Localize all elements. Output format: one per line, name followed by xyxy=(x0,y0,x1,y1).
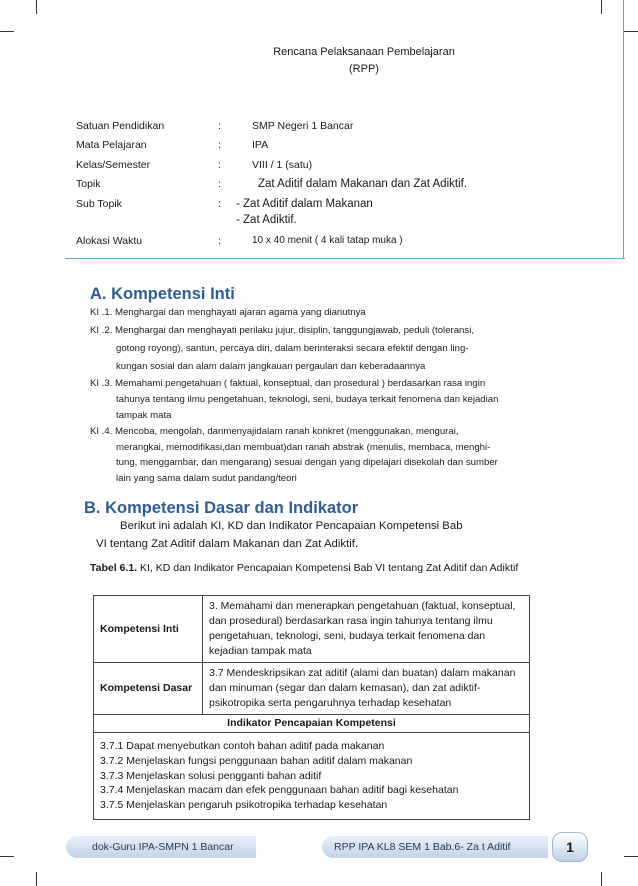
identity-value-2: - Zat Adiktif. xyxy=(236,214,297,226)
crop-mark xyxy=(36,0,37,14)
ki-line: lain yang sama dalam sudut pandang/teori xyxy=(116,472,297,484)
identity-label: Kelas/Semester xyxy=(76,159,151,171)
table-caption-text: KI, KD dan Indikator Pencapaian Kompetensi Bab VI tentang Zat Aditif dan Adiktif xyxy=(137,562,519,574)
ki-line: gotong royong), santun, percaya diri, dalam berinteraksi secara efektif dengan ling- xyxy=(116,343,469,354)
identity-row xyxy=(76,178,526,194)
identity-row xyxy=(76,159,526,175)
table-row xyxy=(94,733,530,820)
table-row xyxy=(94,663,530,715)
identity-row xyxy=(76,198,526,232)
crop-mark xyxy=(0,856,14,857)
crop-mark xyxy=(0,31,14,32)
kd-table xyxy=(93,595,530,820)
identity-value: 10 x 40 menit ( 4 kali tatap muka ) xyxy=(252,235,403,246)
identity-colon: : xyxy=(218,120,221,132)
crop-mark xyxy=(601,872,602,886)
table-caption-label: Tabel 6.1. xyxy=(90,562,138,574)
ki-line: tahunya tentang ilmu pengetahuan, teknologi, seni, budaya terkait fenomena dan kejadian xyxy=(116,394,499,405)
identity-label: Alokasi Waktu xyxy=(76,235,143,247)
section-a-heading: A. Kompetensi Inti xyxy=(90,285,235,303)
identity-colon: : xyxy=(218,235,221,247)
identity-value: - Zat Aditif dalam Makanan xyxy=(236,198,373,210)
intro-line: Berikut ini adalah KI, KD dan Indikator Pencapaian Kompetensi Bab xyxy=(120,520,463,532)
ki-3 xyxy=(90,376,498,424)
ki-line: KI .2. Menghargai dan menghayati perilaku jujur, disiplin, tanggungjawab, peduli (toleransi, xyxy=(90,325,474,336)
ki-line: tung, menggambar, dan mengarang) sesuai dengan yang dipelajari disekolah dan sumber xyxy=(116,457,498,468)
intro-line: VI tentang Zat Aditif dalam Makanan dan Zat Adiktif. xyxy=(96,538,359,550)
footer-left: dok-Guru IPA-SMPN 1 Bancar xyxy=(66,836,256,858)
ki-line: kungan sosial dan alam dalam jangkauan pergaulan dan keberadaannya xyxy=(116,361,426,372)
table-caption xyxy=(90,561,540,576)
title-line-1: Rencana Pelaksanaan Pembelajaran xyxy=(273,46,455,58)
ki-1 xyxy=(90,304,366,322)
crop-mark xyxy=(624,856,638,857)
identity-label: Mata Pelajaran xyxy=(76,139,147,151)
identity-row xyxy=(76,120,526,136)
table-row xyxy=(94,596,530,663)
indikator-item: 3.7.5 Menjelaskan pengaruh psikotropika terhadap kesehatan xyxy=(100,799,388,812)
indikator-item: 3.7.2 Menjelaskan fungsi penggunaan bahan aditif dalam makanan xyxy=(100,754,413,767)
section-b-intro xyxy=(96,517,536,553)
ki-line: tampak mata xyxy=(116,410,172,421)
table-row xyxy=(94,715,530,733)
kd-text-cell: 3.7 Mendeskripsikan zat aditif (alami dan buatan) dalam makanan dan minuman (segar dan dalam kemasan), dan zat adiktif-psikotropika serta pengaruhnya terhadap kesehatan xyxy=(203,663,530,715)
identity-colon: : xyxy=(218,139,221,151)
identity-row xyxy=(76,235,526,251)
crop-mark xyxy=(36,872,37,886)
page-number: 1 xyxy=(552,832,588,862)
identity-colon: : xyxy=(218,198,221,210)
indikator-list-cell xyxy=(94,733,530,820)
title-line-2: (RPP) xyxy=(349,63,379,75)
identity-label: Topik xyxy=(76,178,101,190)
indikator-item: 3.7.3 Menjelaskan solusi pengganti bahan aditif xyxy=(100,769,322,782)
indikator-item: 3.7.4 Menjelaskan macam dan efek penggunaan bahan aditif bagi kesehatan xyxy=(100,784,459,797)
ki-label-cell: Kompetensi Inti xyxy=(94,596,203,663)
ki-2 xyxy=(90,322,474,376)
document-title xyxy=(0,44,638,78)
identity-colon: : xyxy=(218,159,221,171)
crop-mark xyxy=(601,0,602,14)
indikator-header-cell: Indikator Pencapaian Kompetensi xyxy=(94,715,530,733)
identity-label: Satuan Pendidikan xyxy=(76,120,165,132)
identity-label: Sub Topik xyxy=(76,198,122,210)
ki-4 xyxy=(90,424,498,486)
identity-value: Zat Aditif dalam Makanan dan Zat Adiktif. xyxy=(258,178,468,190)
identity-value: VIII / 1 (satu) xyxy=(252,159,313,171)
ki-text-cell: 3. Memahami dan menerapkan pengetahuan (faktual, konseptual, dan prosedural) berdasarkan rasa ingin tahunya tentang ilmu pengetahuan, teknologi, seni, budaya terkait fenomena dan kejadian tampak mata xyxy=(203,596,530,663)
identity-row xyxy=(76,139,526,155)
footer-right: RPP IPA KL8 SEM 1 Bab.6- Za t Aditif xyxy=(322,836,548,858)
crop-mark xyxy=(624,31,638,32)
frame-vertical-line xyxy=(623,0,624,258)
frame-horizontal-line xyxy=(65,258,625,259)
indikator-item: 3.7.1 Dapat menyebutkan contoh bahan aditif pada makanan xyxy=(100,740,385,752)
identity-value: SMP Negeri 1 Bancar xyxy=(252,120,354,132)
kd-label-cell: Kompetensi Dasar xyxy=(94,663,203,715)
identity-colon: : xyxy=(218,178,221,190)
ki-line: KI .3. Memahami pengetahuan ( faktual, konseptual, dan prosedural ) berdasarkan rasa ingin xyxy=(90,378,486,389)
ki-line: KI .1. Menghargai dan menghayati ajaran agama yang dianutnya xyxy=(90,307,366,318)
ki-line: KI .4. Mencoba, mengolah, danmenyajidalam ranah konkret (menggunakan, mengurai, xyxy=(90,426,459,437)
identity-value: IPA xyxy=(252,139,269,151)
section-b-heading: B. Kompetensi Dasar dan Indikator xyxy=(84,499,359,517)
ki-line: merangkai, memodifikasi,dan membuat)dan ranah abstrak (menulis, membaca, menghi- xyxy=(116,441,491,453)
